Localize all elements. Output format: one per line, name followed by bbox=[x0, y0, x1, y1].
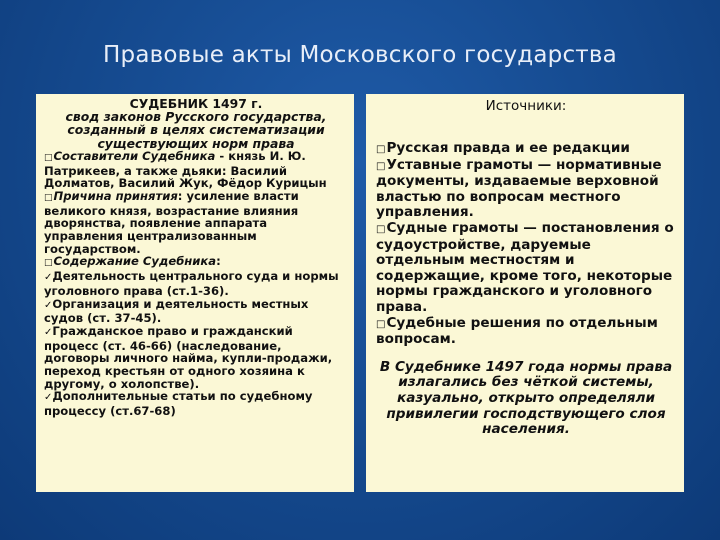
content-paragraph bbox=[44, 255, 348, 270]
compilers-label: Составители Судебника bbox=[53, 148, 216, 163]
sudebnik-heading: СУДЕБНИК 1497 г. bbox=[129, 96, 263, 111]
square-bullet-icon: □ bbox=[44, 152, 53, 163]
list-item: □Судные грамоты — постановления о судоустройстве, даруемые отдельным местностям и содержащие, кроме того, некоторые нормы гражданского и уголовного права. bbox=[376, 219, 674, 315]
conclusion-text: В Судебнике 1497 года нормы права излагались без чёткой системы, казуально, открыто определяли привилегии господствующего слоя населения. bbox=[379, 358, 673, 438]
content-label: Содержание Судебника bbox=[53, 254, 217, 269]
compilers-text: - князь И. Ю. Патрикеев, а также дьяки: Василий Долматов, Василий Жук, Фёдор Курицын bbox=[44, 148, 327, 191]
sudebnik-body bbox=[44, 150, 348, 418]
sudebnik-subheading: свод законов Русского государства, созданный в целях систематизации существующих норм права bbox=[65, 109, 327, 151]
list-item: □Уставные грамоты — нормативные документы, издаваемые верховной властью по вопросам местного управления. bbox=[376, 156, 662, 221]
list-item: ✓Гражданское право и гражданский процесс (ст. 46-66) (наследование, договоры личного найма, купли-продажи, переход крестьян от одного хозяина к другому, о холопстве). bbox=[44, 323, 333, 391]
square-bullet-icon: □ bbox=[44, 258, 53, 269]
sources-panel bbox=[366, 94, 684, 492]
square-bullet-icon: □ bbox=[376, 160, 386, 172]
checkmark-icon: ✓ bbox=[44, 272, 53, 284]
sudebnik-panel bbox=[36, 94, 354, 492]
sources-heading: Источники: bbox=[485, 98, 567, 114]
square-bullet-icon: □ bbox=[376, 318, 386, 330]
list-item: ✓Деятельность центрального суда и нормы уголовного права (ст.1-36). bbox=[44, 269, 339, 298]
content-colon: : bbox=[216, 254, 221, 269]
checkmark-icon: ✓ bbox=[44, 299, 53, 311]
list-item: □Русская правда и ее редакции bbox=[376, 140, 630, 156]
square-bullet-icon: □ bbox=[376, 144, 386, 155]
sources-list bbox=[376, 141, 676, 348]
square-bullet-icon: □ bbox=[44, 192, 53, 203]
reason-label: Причина принятия bbox=[53, 188, 178, 203]
slide-title: Правовые акты Московского государства bbox=[103, 42, 617, 68]
list-item: ✓Организация и деятельность местных судов (ст. 37-45). bbox=[44, 296, 309, 326]
reason-text: : усиление власти великого князя, возрастание влияния дворянства, появление аппарата управления централизованным государством. bbox=[44, 188, 299, 256]
sudebnik-heading-block bbox=[44, 97, 348, 150]
square-bullet-icon: □ bbox=[376, 223, 386, 235]
checkmark-icon: ✓ bbox=[44, 392, 53, 404]
checkmark-icon: ✓ bbox=[44, 326, 53, 338]
reason-paragraph bbox=[44, 190, 348, 256]
list-item: ✓Дополнительные статьи по судебному процессу (ст.67-68) bbox=[44, 389, 313, 419]
list-item: □Судебные решения по отдельным вопросам. bbox=[376, 314, 658, 348]
compilers-paragraph bbox=[44, 150, 348, 190]
